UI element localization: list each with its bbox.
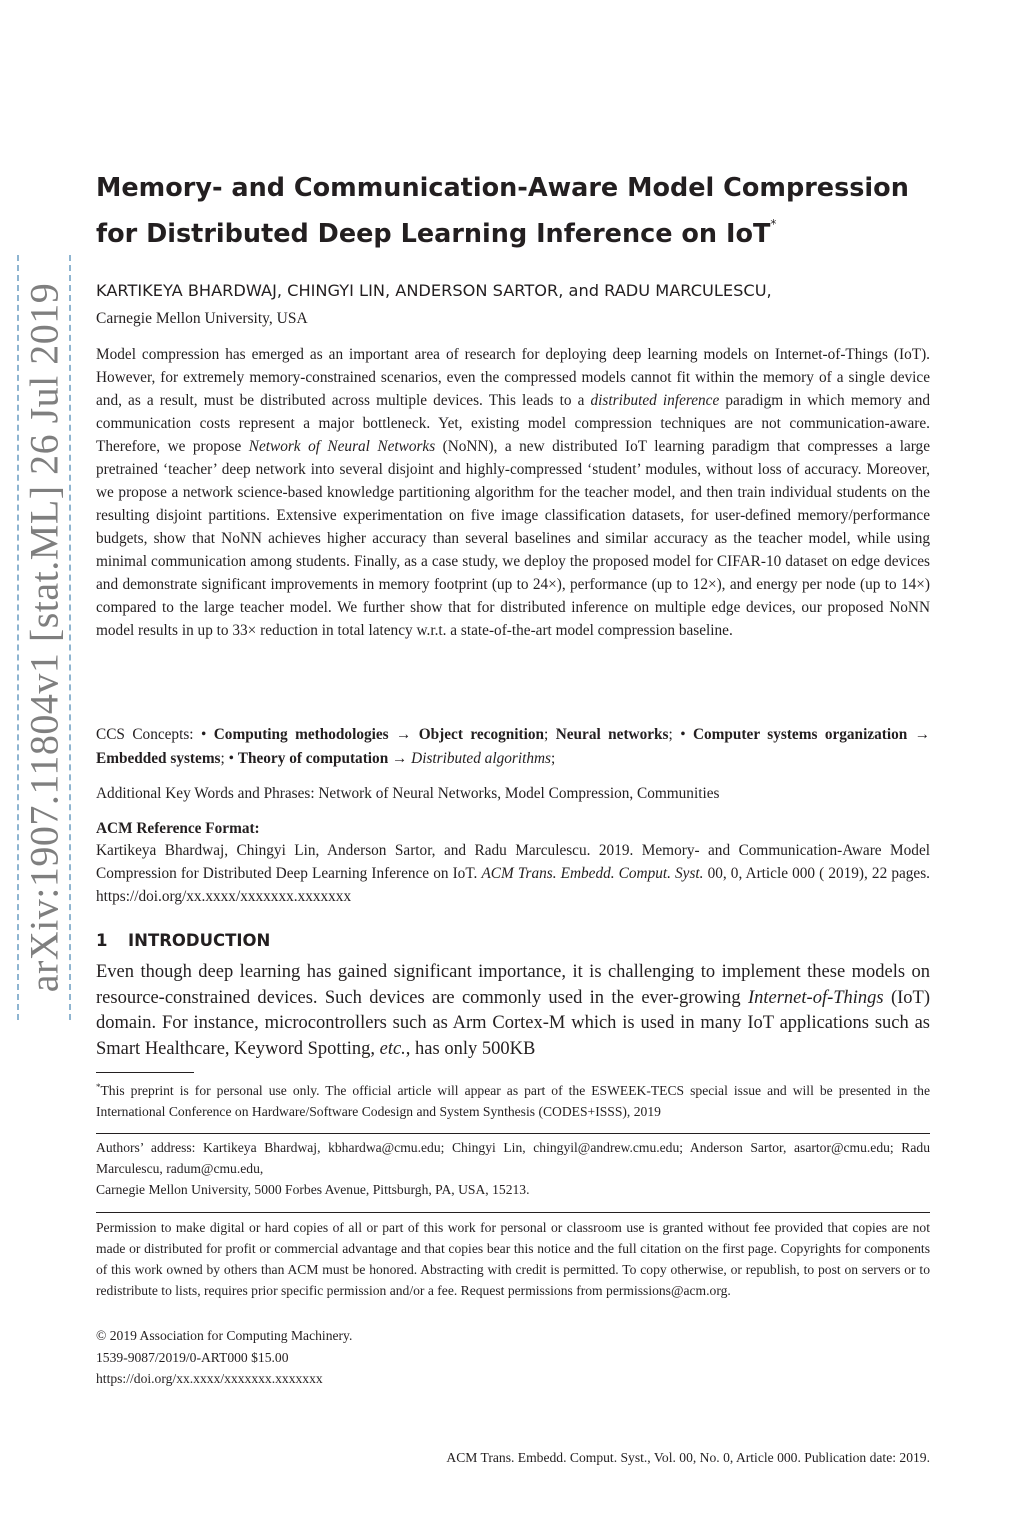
footnote-mark: * <box>96 1082 101 1092</box>
address-line-1: Authors’ address: Kartikeya Bhardwaj, kbhardwa@cmu.edu; Chingyi Lin, chingyil@andrew.cmu.edu; Anderson Sartor, asartor@cmu.edu; Radu Marculescu, radum@cmu.edu, <box>96 1140 930 1176</box>
footnote <box>96 1077 930 1122</box>
copyright-block <box>96 1325 352 1390</box>
ccs-arrow-2: → <box>907 726 930 743</box>
arxiv-id-text: arXiv:1907.11804v1 [stat.ML] 26 Jul 2019 <box>21 282 67 993</box>
ccs-concept-theory: Theory of computation <box>237 749 389 767</box>
introduction-paragraph <box>96 960 930 1062</box>
reference-text-2: 00, 0, Article 000 ( 2019), 22 pages. https://doi.org/xx.xxxx/xxxxxxx.xxxxxxx <box>96 865 930 905</box>
copyright-line: © 2019 Association for Computing Machinery. <box>96 1328 353 1343</box>
ccs-concepts <box>96 723 930 770</box>
ccs-bullet-1: • <box>200 726 214 743</box>
abstract-text-1: Model compression has emerged as an important area of research for deploying deep learning models on Internet-of-Things (IoT). However, for extremely memory-constrained scenarios, even the compressed models cannot fit within the memory of a single device and, as a result, must be distributed across multiple devices. This leads to a <box>96 346 930 409</box>
footnote-text: This preprint is for personal use only. The official article will appear as part of the ESWEEK-TECS special issue and will be presented in the International Conference on Hardware/Software Codesign and System Synthesis (CODES+ISSS), 2019 <box>96 1083 930 1119</box>
affiliation: Carnegie Mellon University, USA <box>96 310 308 327</box>
footnote-divider <box>96 1072 194 1073</box>
intro-text-2: (IoT) domain. For instance, microcontrollers such as Arm Cortex-M which is used in many IoT applications such as Smart Healthcare, Keyword Spotting, <box>96 987 930 1059</box>
ccs-sep-1: ; <box>544 726 556 743</box>
section-title: INTRODUCTION <box>128 931 271 950</box>
title-footnote-mark[interactable]: * <box>770 217 777 231</box>
paper-title <box>96 170 930 252</box>
permission-divider <box>96 1212 930 1213</box>
ccs-arrow-3: → <box>388 749 412 767</box>
reference-format-text <box>96 839 930 908</box>
ccs-neural-networks: Neural networks <box>555 726 669 743</box>
running-footer: ACM Trans. Embedd. Comput. Syst., Vol. 00, No. 0, Article 000. Publication date: 2019. <box>446 1450 930 1465</box>
reference-journal: ACM Trans. Embedd. Comput. Syst. <box>481 865 704 882</box>
section-heading-introduction <box>96 930 270 952</box>
intro-emphasis-iot: Internet-of-Things <box>747 987 884 1008</box>
abstract <box>96 343 930 642</box>
section-number: 1 <box>96 931 108 950</box>
ccs-sep-2: ; <box>668 726 681 743</box>
ccs-bullet-3: • <box>228 749 238 767</box>
intro-emphasis-etc: etc. <box>379 1038 406 1059</box>
abstract-emphasis-distributed-inference: distributed inference <box>590 392 720 409</box>
ccs-end: ; <box>550 749 556 767</box>
reference-text-1: Kartikeya Bhardwaj, Chingyi Lin, Anderson Sartor, and Radu Marculescu. 2019. Memory- and Communication-Aware Model Compression for Distributed Deep Learning Inference on IoT. <box>96 842 930 882</box>
ccs-bullet-2: • <box>680 726 693 743</box>
title-line-1: Memory- and Communication-Aware Model Compression <box>96 173 909 203</box>
ccs-concept-computing: Computing methodologies <box>213 726 389 743</box>
authors-address <box>96 1137 930 1200</box>
abstract-text-2: paradigm in which memory and communication costs represent a major bottleneck. Yet, existing model compression techniques are not communication-aware. Therefore, we propose <box>96 392 930 455</box>
intro-text-1: Even though deep learning has gained significant importance, it is challenging to implement these models on resource-constrained devices. Such devices are commonly used in the ever-growing <box>96 962 930 1008</box>
ccs-arrow-1: → <box>388 726 419 743</box>
address-divider <box>96 1133 930 1134</box>
intro-text-3: , has only 500KB <box>405 1038 536 1059</box>
arxiv-side-stamp <box>17 255 71 1020</box>
issn-line: 1539-9087/2019/0-ART000 $15.00 <box>96 1349 289 1365</box>
ccs-label: CCS Concepts: <box>96 726 201 743</box>
abstract-text-3: (NoNN), a new distributed IoT learning paradigm that compresses a large pretrained ‘teacher’ deep network into several disjoint and highly-compressed ‘student’ modules, without loss of accuracy. Moreover, we propose a network science-based knowledge partitioning algorithm for the teacher model, and then train individual students on the resulting disjoint partitions. Extensive experimentation on five image classification datasets, for user-defined memory/performance budgets, show that NoNN achieves higher accuracy than several baselines and similar accuracy as the teacher model, while using minimal communication among students. Finally, as a case study, we deploy the proposed model for CIFAR-10 dataset on edge devices and demonstrate significant improvements in memory footprint (up to 24×), performance (up to 12×), and energy per node (up to 14×) compared to the large teacher model. We further show that for distributed inference on multiple edge devices, our proposed NoNN model results in up to 33× reduction in total latency w.r.t. a state-of-the-art model compression baseline. <box>96 438 930 639</box>
abstract-emphasis-nonn: Network of Neural Networks <box>248 438 436 455</box>
permission-notice: Permission to make digital or hard copies of all or part of this work for personal or classroom use is granted without fee provided that copies are not made or distributed for profit or commercial advantage and that copies bear this notice and the full citation on the first page. Copyrights for components of this work owned by others than ACM must be honored. Abstracting with credit is permitted. To copy otherwise, or republish, to post on servers or to redistribute to lists, requires prior specific permission and/or a fee. Request permissions from permissions@acm.org. <box>96 1220 930 1298</box>
additional-keywords: Additional Key Words and Phrases: Network of Neural Networks, Model Compression, Communities <box>96 785 720 802</box>
reference-format-heading: ACM Reference Format: <box>96 820 260 837</box>
ccs-distributed-algorithms: Distributed algorithms <box>411 749 551 767</box>
doi-link[interactable]: https://doi.org/xx.xxxx/xxxxxxx.xxxxxxx <box>96 1371 323 1386</box>
ccs-embedded-systems: Embedded systems <box>96 749 221 767</box>
author-list: KARTIKEYA BHARDWAJ, CHINGYI LIN, ANDERSON SARTOR, and RADU MARCULESCU, <box>96 281 772 300</box>
title-line-2: for Distributed Deep Learning Inference on IoT <box>96 219 771 249</box>
ccs-sep-3: ; <box>220 749 229 767</box>
ccs-object-recognition: Object recognition <box>418 726 545 743</box>
address-line-2: Carnegie Mellon University, 5000 Forbes Avenue, Pittsburgh, PA, USA, 15213. <box>96 1182 530 1197</box>
ccs-concept-systems: Computer systems organization <box>692 726 908 743</box>
